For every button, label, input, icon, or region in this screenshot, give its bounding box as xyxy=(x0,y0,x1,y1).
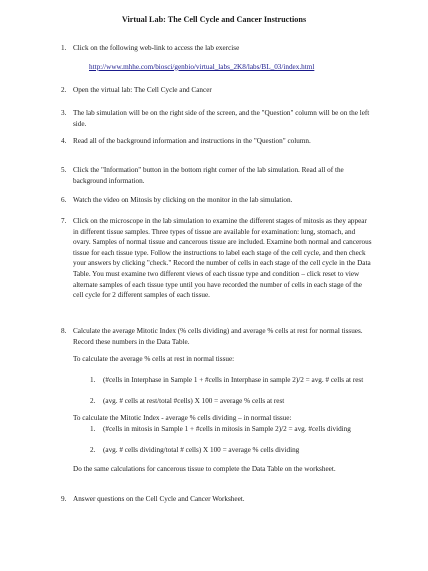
instruction-5 xyxy=(61,165,373,186)
cancer-note-text: Do the same calculations for cancerous tissue to complete the Data Table on the worksheet. xyxy=(73,465,336,473)
item-number: 4. xyxy=(61,137,67,145)
instruction-9 xyxy=(61,494,373,505)
item-text: Read all of the background information and instructions in the "Question" column. xyxy=(73,137,311,145)
item-text: Click on the microscope in the lab simulation to examine the different stages of mitosis as they appear in different tissue samples. Three types of tissue are available for examination: lung, stomach, and ovary. Samples of normal tissue and cancerous tissue are included. Examine both normal and cancerous tissue for each tissue type. Follow the instructions to label each stage of the cell cycle, and then check your answers by clicking "check." Record the number of cells in each stage of the cell cycle in the Data Table. You must examine two different views of each tissue type and condition – click reset to view alternate samples of each tissue type until you have recorded the number of cells in each stage of the cell cycle for 2 different samples of each tissue. xyxy=(73,217,372,300)
instruction-3 xyxy=(61,108,373,129)
instruction-8 xyxy=(61,326,373,347)
step-text: (avg. # cells dividing/total # cells) X 100 = average % cells dividing xyxy=(103,446,300,454)
instruction-4 xyxy=(61,136,373,147)
item-text: Click the "Information" button in the bottom right corner of the lab simulation. Read all of the background information. xyxy=(73,166,344,185)
page-title: Virtual Lab: The Cell Cycle and Cancer Instructions xyxy=(121,15,307,24)
item-number: 8. xyxy=(61,327,67,335)
mitotic-step-1 xyxy=(73,424,373,435)
item-text: The lab simulation will be on the right side of the screen, and the "Question" column will be on the left side. xyxy=(73,109,370,128)
lab-weblink[interactable]: http://www.mhhe.com/biosci/genbio/virtual_labs_2K8/labs/BL_03/index.html xyxy=(89,62,315,71)
rest-intro-text: To calculate the average % cells at rest in normal tissue: xyxy=(73,355,235,363)
item-number: 7. xyxy=(61,217,67,225)
mitotic-calculation-intro xyxy=(73,413,373,424)
step-number: 2. xyxy=(90,446,96,454)
step-text: (#cells in mitosis in Sample 1 + #cells in mitosis in Sample 2)/2 = avg. #cells dividing xyxy=(103,425,351,433)
mitotic-intro-text: To calculate the Mitotic Index - average % cells dividing – in normal tissue: xyxy=(73,414,292,422)
item-number: 9. xyxy=(61,495,67,503)
item-number: 2. xyxy=(61,86,67,94)
rest-calculation-intro xyxy=(73,354,373,365)
mitotic-step-2 xyxy=(73,445,373,456)
item-number: 5. xyxy=(61,166,67,174)
step-number: 2. xyxy=(90,397,96,405)
step-number: 1. xyxy=(90,425,96,433)
step-text: (#cells in Interphase in Sample 1 + #cells in Interphase in sample 2)/2 = avg. # cells at rest xyxy=(103,376,364,384)
item-number: 3. xyxy=(61,109,67,117)
item-text: Watch the video on Mitosis by clicking on the monitor in the lab simulation. xyxy=(73,196,293,204)
item-text: Open the virtual lab: The Cell Cycle and Cancer xyxy=(73,86,212,94)
instruction-1 xyxy=(61,43,373,72)
cancer-calculation-note xyxy=(73,464,373,475)
item-number: 1. xyxy=(61,44,67,52)
rest-step-1 xyxy=(73,375,373,386)
item-text: Click on the following web-link to access the lab exercise xyxy=(73,44,240,52)
item-text: Calculate the average Mitotic Index (% cells dividing) and average % cells at rest for normal tissues. Record these numbers in the Data Table. xyxy=(73,327,363,346)
instruction-2 xyxy=(61,85,373,96)
instruction-6 xyxy=(61,195,373,206)
item-number: 6. xyxy=(61,196,67,204)
instruction-7 xyxy=(61,216,373,301)
step-text: (avg. # cells at rest/total #cells) X 100 = average % cells at rest xyxy=(103,397,285,405)
item-text: Answer questions on the Cell Cycle and Cancer Worksheet. xyxy=(73,495,245,503)
step-number: 1. xyxy=(90,376,96,384)
rest-step-2 xyxy=(73,396,373,407)
